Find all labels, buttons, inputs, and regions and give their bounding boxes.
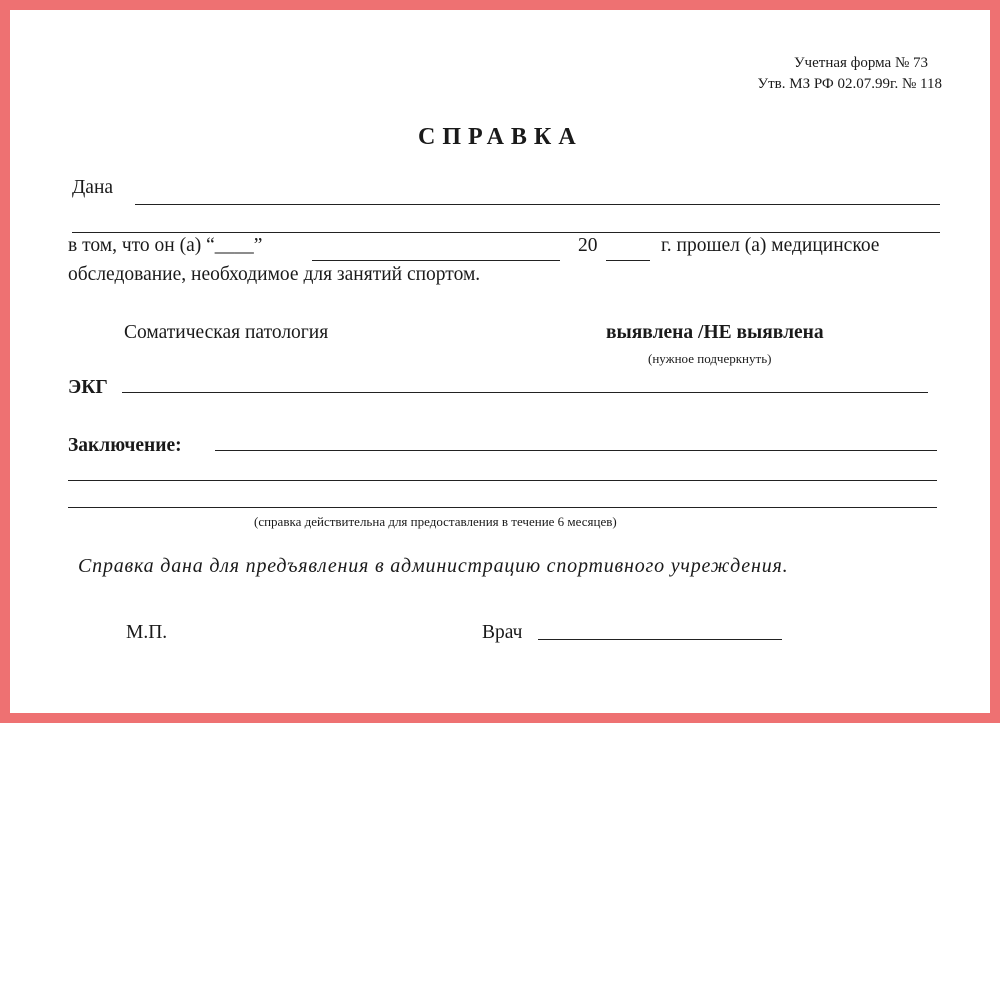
exam-purpose-text: обследование, необходимое для занятий спортом.	[68, 264, 481, 285]
somatic-value[interactable]: выявлена /НЕ выявлена	[606, 322, 824, 343]
ekg-label: ЭКГ	[68, 377, 108, 398]
certificate-sheet	[10, 10, 990, 713]
stamp-placeholder: М.П.	[126, 622, 168, 643]
conclusion-input-line-3[interactable]	[68, 507, 937, 508]
conclusion-input-line[interactable]	[215, 450, 937, 451]
conclusion-input-line-2[interactable]	[68, 480, 937, 481]
document-title: СПРАВКА	[418, 124, 583, 150]
somatic-hint: (нужное подчеркнуть)	[648, 351, 772, 366]
date-line-start: в том, что он (а) “____”	[68, 235, 263, 256]
doctor-signature-line[interactable]	[538, 639, 782, 640]
given-input-line[interactable]	[135, 204, 940, 205]
somatic-label: Соматическая патология	[124, 322, 329, 343]
date-line-end: г. прошел (а) медицинское	[661, 235, 880, 256]
ekg-input-line[interactable]	[122, 392, 928, 393]
date-year-line[interactable]	[606, 260, 650, 261]
given-input-line-2[interactable]	[72, 232, 940, 233]
date-year-prefix: 20	[578, 235, 598, 256]
validity-note: (справка действительна для предоставления в течение 6 месяцев)	[254, 514, 617, 529]
form-approval: Утв. МЗ РФ 02.07.99г. № 118	[757, 76, 942, 92]
conclusion-label: Заключение:	[68, 435, 182, 456]
date-month-line[interactable]	[312, 260, 560, 261]
doctor-label: Врач	[482, 622, 523, 643]
given-label: Дана	[72, 177, 114, 198]
form-number: Учетная форма № 73	[793, 55, 928, 71]
purpose-statement: Справка дана для предъявления в администрацию спортивного учреждения.	[78, 555, 789, 577]
